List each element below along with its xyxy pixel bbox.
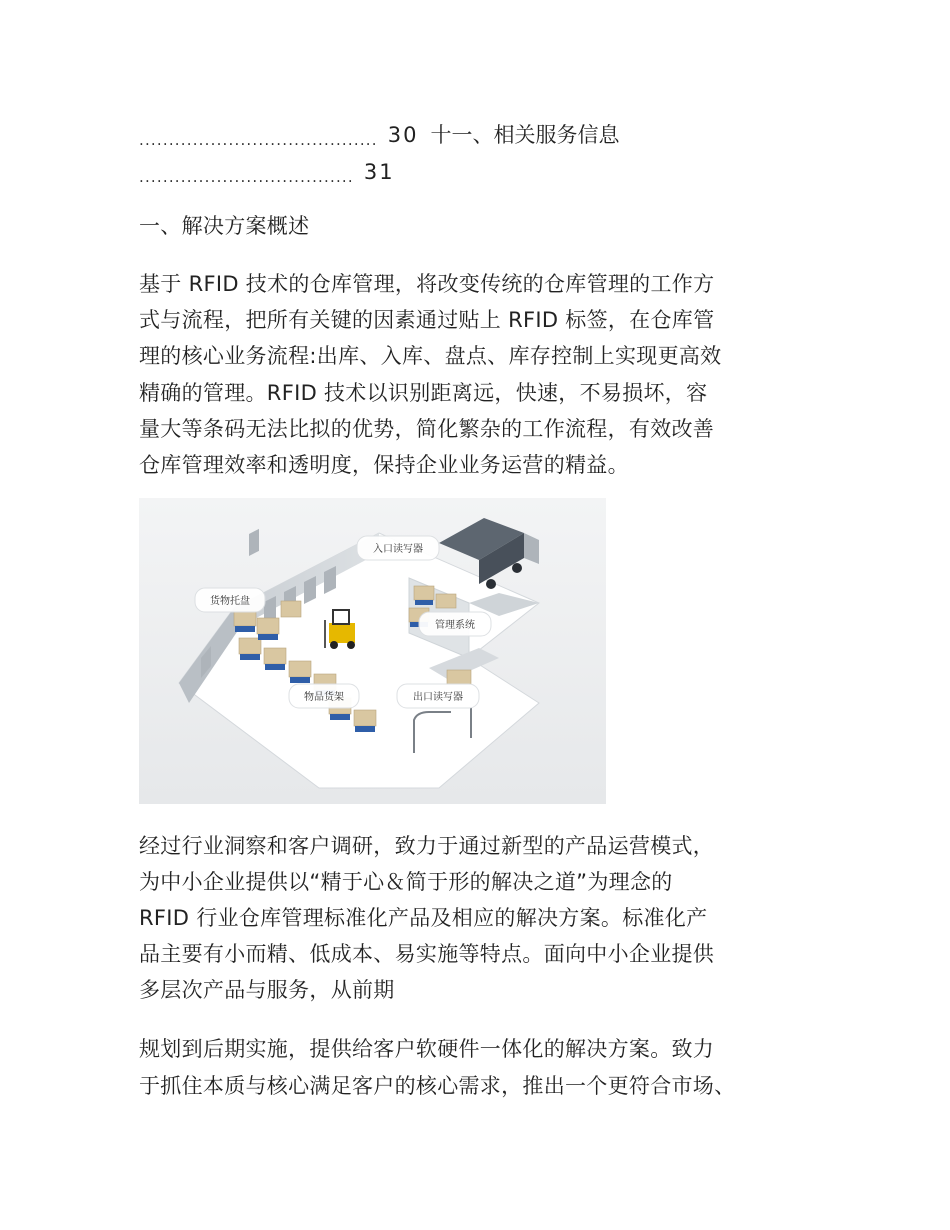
paragraph-line: 于抓住本质与核心满足客户的核心需求，推出一个更符合市场、 — [139, 1074, 736, 1098]
toc-entry-31[interactable] — [139, 154, 395, 190]
paragraph-line: 为中小企业提供以“精于心＆简于形的解决之道”为理念的 — [139, 870, 673, 894]
toc-leader-dots: ........................................ — [139, 131, 378, 149]
paragraph-line: 规划到后期实施，提供给客户软硬件一体化的解决方案。致力 — [139, 1037, 715, 1061]
callout-shelf — [289, 684, 359, 708]
paragraph-line: 精确的管理。RFID 技术以识别距离远，快速，不易损坏，容 — [139, 381, 708, 405]
paragraph-line: 经过行业洞察和客户调研，致力于通过新型的产品运营模式， — [139, 834, 715, 858]
paragraph-line: 量大等条码无法比拟的优势，简化繁杂的工作流程，有效改善 — [139, 417, 715, 441]
paragraph-line: 理的核心业务流程:出库、入库、盘点、库存控制上实现更高效 — [139, 344, 722, 368]
toc-leader-dots: .................................... — [139, 168, 354, 186]
callout-system — [419, 612, 491, 636]
toc-entry-30[interactable] — [139, 117, 619, 153]
paragraph-line: 仓库管理效率和透明度，保持企业业务运营的精益。 — [139, 453, 629, 477]
paragraph-line: 多层次产品与服务，从前期 — [139, 978, 395, 1002]
paragraph-line: 品主要有小而精、低成本、易实施等特点。面向中小企业提供 — [139, 942, 715, 966]
callout-label: 货物托盘 — [210, 596, 250, 607]
warehouse-diagram-svg — [139, 498, 606, 804]
paragraph-line: RFID 行业仓库管理标准化产品及相应的解决方案。标准化产 — [139, 906, 708, 930]
callout-label: 出口读写器 — [413, 692, 463, 703]
toc-page-number: 31 — [363, 160, 395, 184]
callout-label: 入口读写器 — [373, 544, 423, 555]
toc-page-number: 30 — [387, 123, 419, 147]
callout-label: 管理系统 — [435, 620, 475, 631]
callout-entry-reader — [357, 536, 439, 560]
warehouse-illustration — [139, 498, 606, 804]
section-heading: 一、解决方案概述 — [139, 214, 310, 238]
paragraph-line: 基于 RFID 技术的仓库管理，将改变传统的仓库管理的工作方 — [139, 272, 715, 296]
callout-exit-reader — [397, 684, 479, 708]
callout-pallet — [195, 588, 265, 612]
toc-entry-title: 十一、相关服务信息 — [430, 123, 620, 147]
callout-label: 物品货架 — [304, 692, 344, 703]
paragraph-line: 式与流程，把所有关键的因素通过贴上 RFID 标签，在仓库管 — [139, 308, 715, 332]
